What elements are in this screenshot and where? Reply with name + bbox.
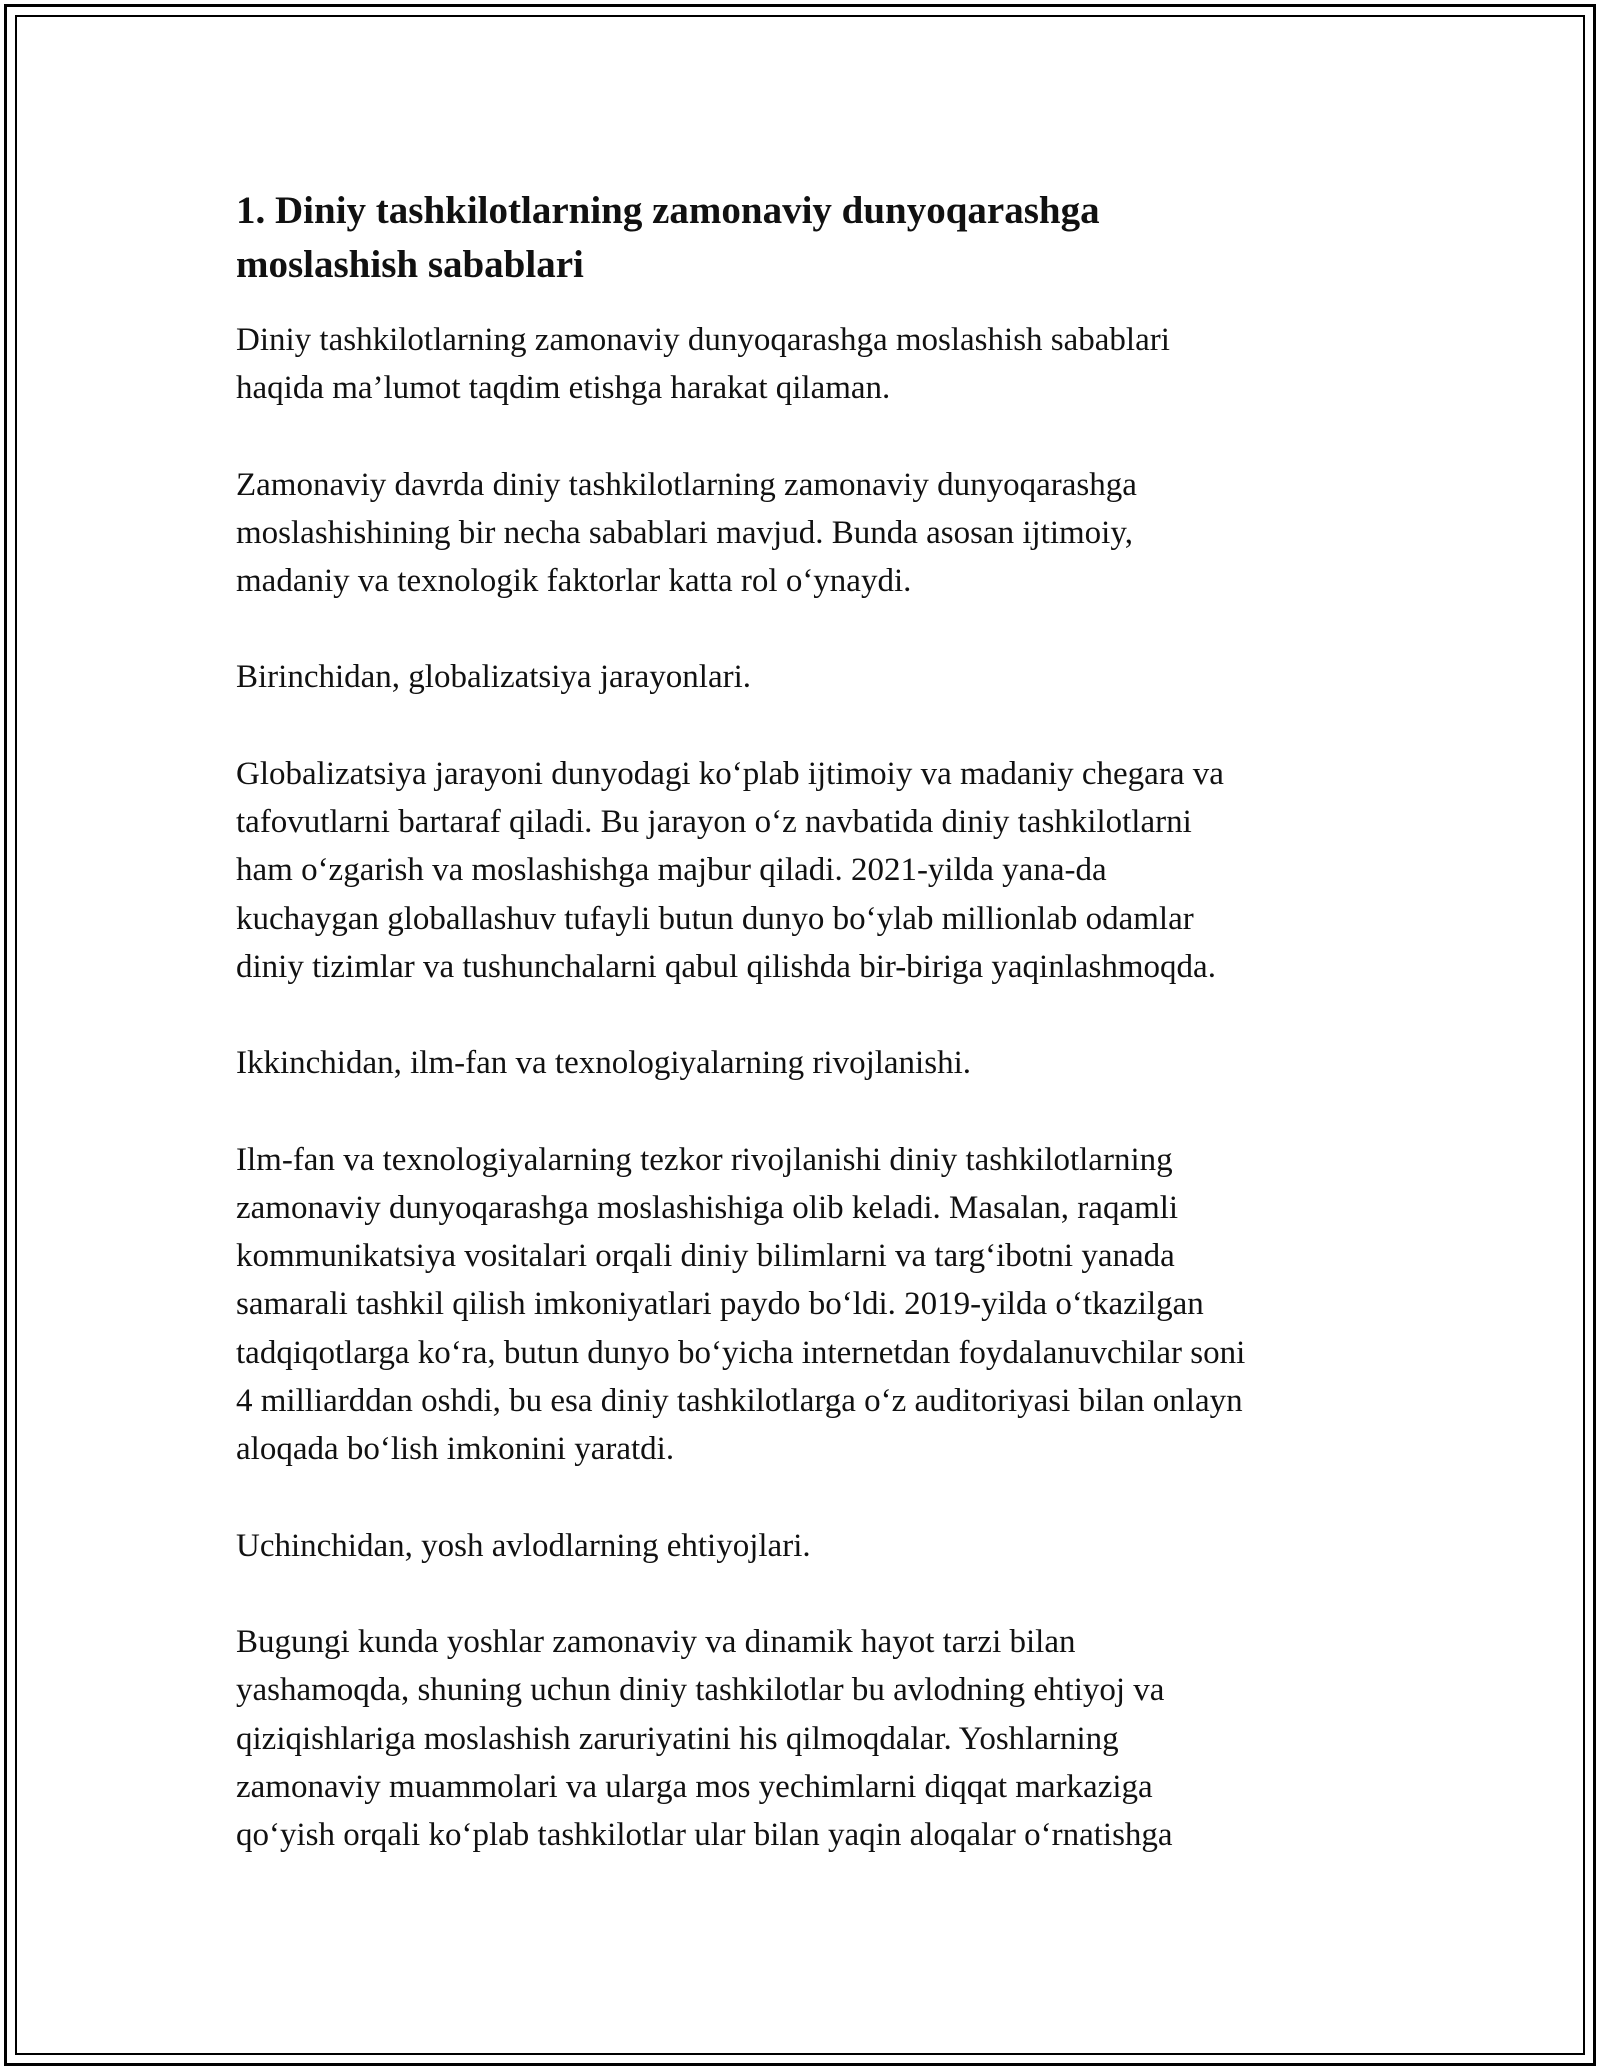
paragraph-overview: Zamonaviy davrda diniy tashkilotlarning zamonaviy dunyoqarashga moslashishining bir necha sabablari mavjud. Bunda asosan ijtimoiy, madaniy va texnologik faktorlar katta rol o‘ynaydi.	[236, 466, 1137, 600]
paragraph-first-reason: Birinchidan, globalizatsiya jarayonlari.	[236, 659, 751, 696]
paragraph-globalization: Globalizatsiya jarayoni dunyodagi ko‘plab ijtimoiy va madaniy chegara va tafovutlarni bartaraf qiladi. Bu jarayon o‘z navbatida diniy tashkilotlarni ham o‘zgarish va moslashishga majbur qiladi. 2021-yilda yana-da kuchaygan globallashuv tufayli butun dunyo bo‘ylab millionlab odamlar diniy tizimlar va tushunchalarni qabul qilishda bir-biriga yaqinlashmoqda.	[236, 755, 1224, 985]
paragraph-science-technology: Ilm-fan va texnologiyalarning tezkor rivojlanishi diniy tashkilotlarning zamonaviy dunyoqarashga moslashishiga olib keladi. Masalan, raqamli kommunikatsiya vositalari orqali diniy bilimlarni va targ‘ibotni yanada samarali tashkil qilish imkoniyatlari paydo bo‘ldi. 2019-yilda o‘tkazilgan tadqiqotlarga ko‘ra, butun dunyo bo‘yicha internetdan foydalanuvchilar soni 4 milliarddan oshdi, bu esa diniy tashkilotlarga o‘z auditoriyasi bilan onlayn aloqada bo‘lish imkonini yaratdi.	[236, 1141, 1246, 1468]
section-heading: 1. Diniy tashkilotlarning zamonaviy dunyoqarashga moslashish sabablari	[236, 189, 1100, 286]
paragraph-second-reason: Ikkinchidan, ilm-fan va texnologiyalarning rivojlanishi.	[236, 1045, 971, 1082]
paragraph-youth-needs: Bugungi kunda yoshlar zamonaviy va dinamik hayot tarzi bilan yashamoqda, shuning uchun diniy tashkilotlar bu avlodning ehtiyoj va qiziqishlariga moslashish zaruriyatini his qilmoqdalar. Yoshlarning zamonaviy muammolari va ularga mos yechimlarni diqqat markaziga qo‘yish orqali ko‘plab tashkilotlar ular bilan yaqin aloqalar o‘rnatishga	[236, 1623, 1173, 1854]
paragraph-intro: Diniy tashkilotlarning zamonaviy dunyoqarashga moslashish sabablari haqida ma’lumot taqdim etishga harakat qilaman.	[236, 322, 1170, 407]
paragraph-third-reason: Uchinchidan, yosh avlodlarning ehtiyojlari.	[236, 1527, 811, 1564]
document-body	[236, 184, 1396, 1907]
